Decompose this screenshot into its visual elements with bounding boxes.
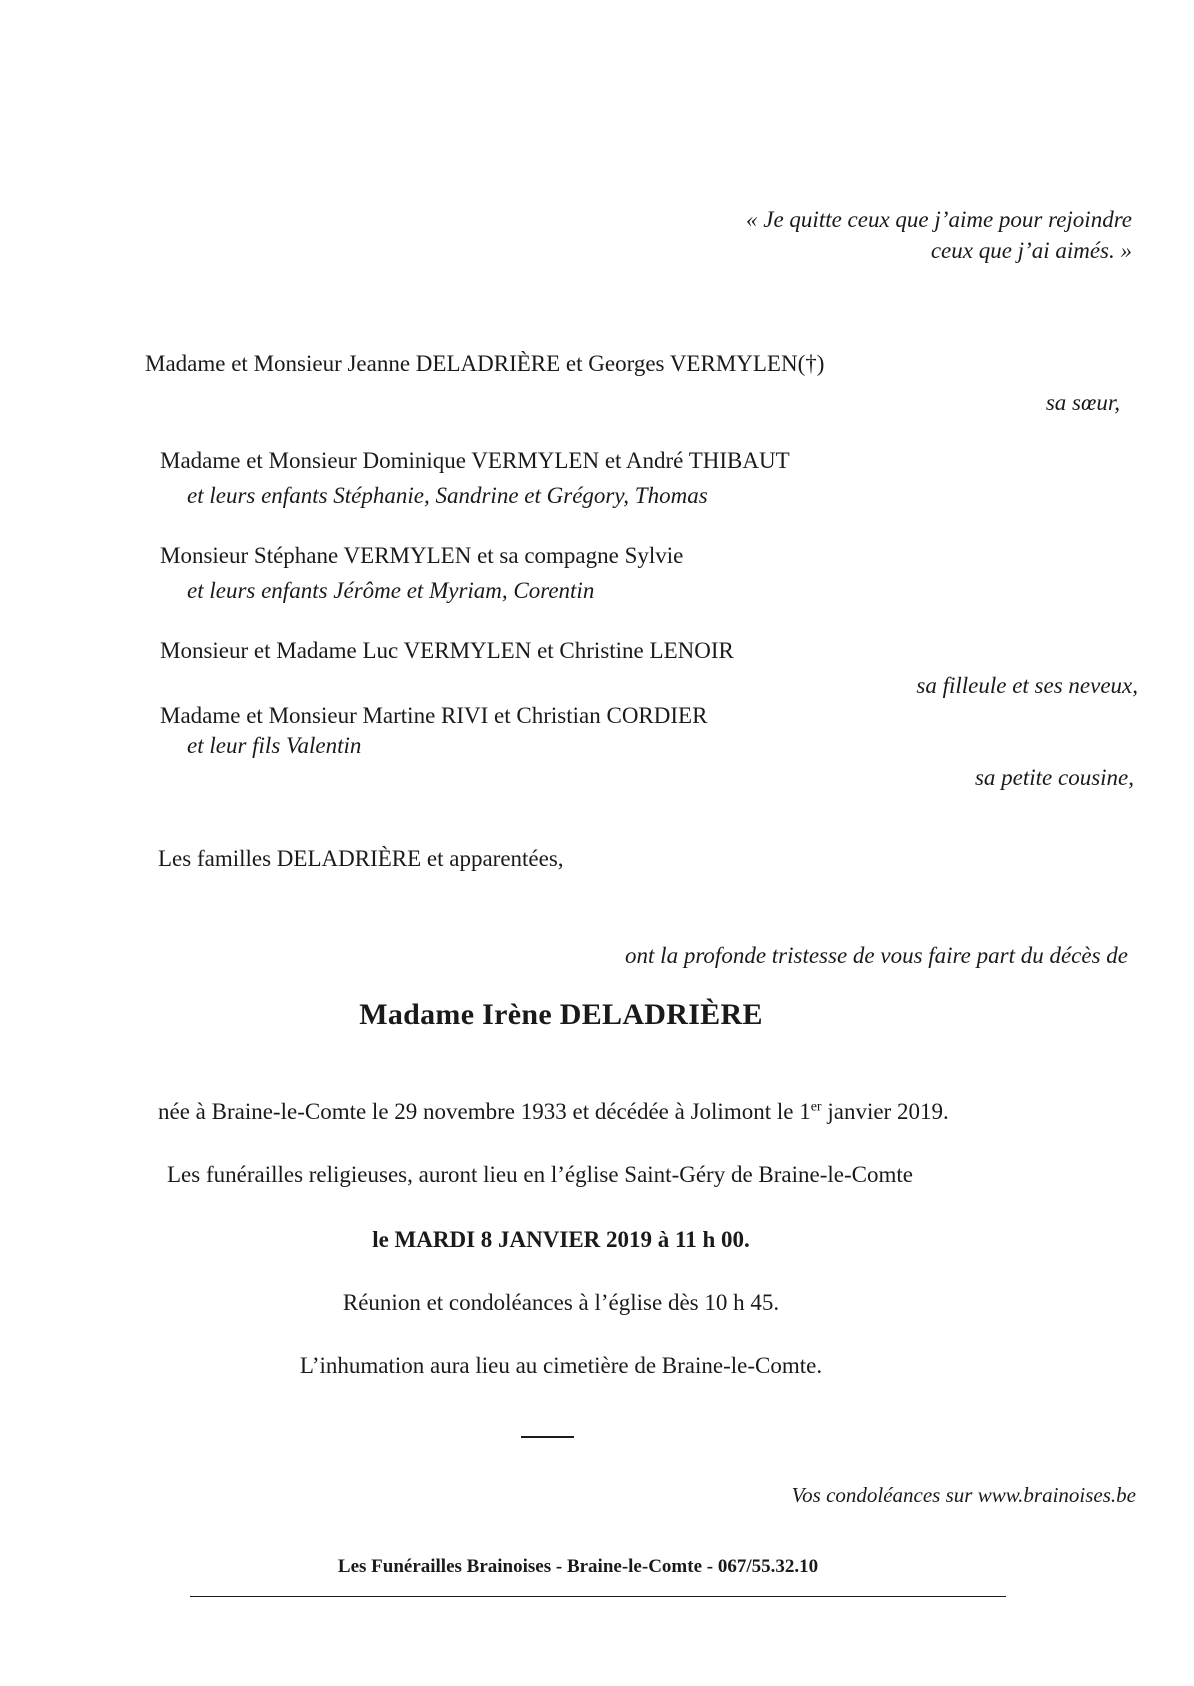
online-condolences-line: Vos condoléances sur www.brainoises.be <box>791 1483 1136 1507</box>
mourner-family-3-names: Monsieur et Madame Luc VERMYLEN et Christine LENOIR <box>160 638 734 663</box>
epigraph-quote <box>746 204 1132 266</box>
epigraph-quote-line-1: « Je quitte ceux que j’aime pour rejoindre <box>746 207 1132 232</box>
mourner-family-1-names: Madame et Monsieur Dominique VERMYLEN et André THIBAUT <box>160 448 790 473</box>
ceremony-line: Les funérailles religieuses, auront lieu en l’église Saint-Géry de Braine-le-Comte <box>167 1162 913 1187</box>
life-dates-prefix: née à Braine-le-Comte le 29 novembre 1933 et décédée à Jolimont le 1 <box>158 1099 811 1124</box>
relation-label-sister: sa sœur, <box>1045 390 1120 415</box>
mourner-family-2-names: Monsieur Stéphane VERMYLEN et sa compagne Sylvie <box>160 543 684 568</box>
section-divider-rule <box>521 1436 574 1438</box>
relation-label-goddaughter: sa filleule et ses neveux, <box>916 673 1138 698</box>
mourner-sister-names: Madame et Monsieur Jeanne DELADRIÈRE et Georges VERMYLEN(†) <box>145 351 825 376</box>
deceased-name-title: Madame Irène DELADRIÈRE <box>359 998 763 1031</box>
relation-label-cousin: sa petite cousine, <box>974 765 1134 790</box>
mourner-family-2-children: et leurs enfants Jérôme et Myriam, Corentin <box>187 578 595 603</box>
life-dates-ordinal: er <box>810 1099 822 1115</box>
footer-rule <box>190 1596 1006 1597</box>
epigraph-quote-line-2: ceux que j’ai aimés. » <box>930 238 1132 263</box>
life-dates-suffix: janvier 2019. <box>821 1099 949 1124</box>
burial-line: L’inhumation aura lieu au cimetière de Braine-le-Comte. <box>299 1353 823 1378</box>
mourner-family-4-children: et leur fils Valentin <box>187 733 362 758</box>
mourner-family-4-names: Madame et Monsieur Martine RIVI et Christian CORDIER <box>160 703 708 728</box>
ceremony-datetime-line: le MARDI 8 JANVIER 2019 à 11 h 00. <box>372 1227 750 1252</box>
gathering-line: Réunion et condoléances à l’église dès 10 h 45. <box>342 1290 780 1315</box>
life-dates-line <box>158 1099 949 1125</box>
mourner-extended-families: Les familles DELADRIÈRE et apparentées, <box>158 846 564 871</box>
announcement-intro: ont la profonde tristesse de vous faire part du décès de <box>625 943 1128 968</box>
funeral-home-footer: Les Funérailles Brainoises - Braine-le-Comte - 067/55.32.10 <box>337 1556 819 1577</box>
mourner-family-1-children: et leurs enfants Stéphanie, Sandrine et Grégory, Thomas <box>187 483 708 508</box>
